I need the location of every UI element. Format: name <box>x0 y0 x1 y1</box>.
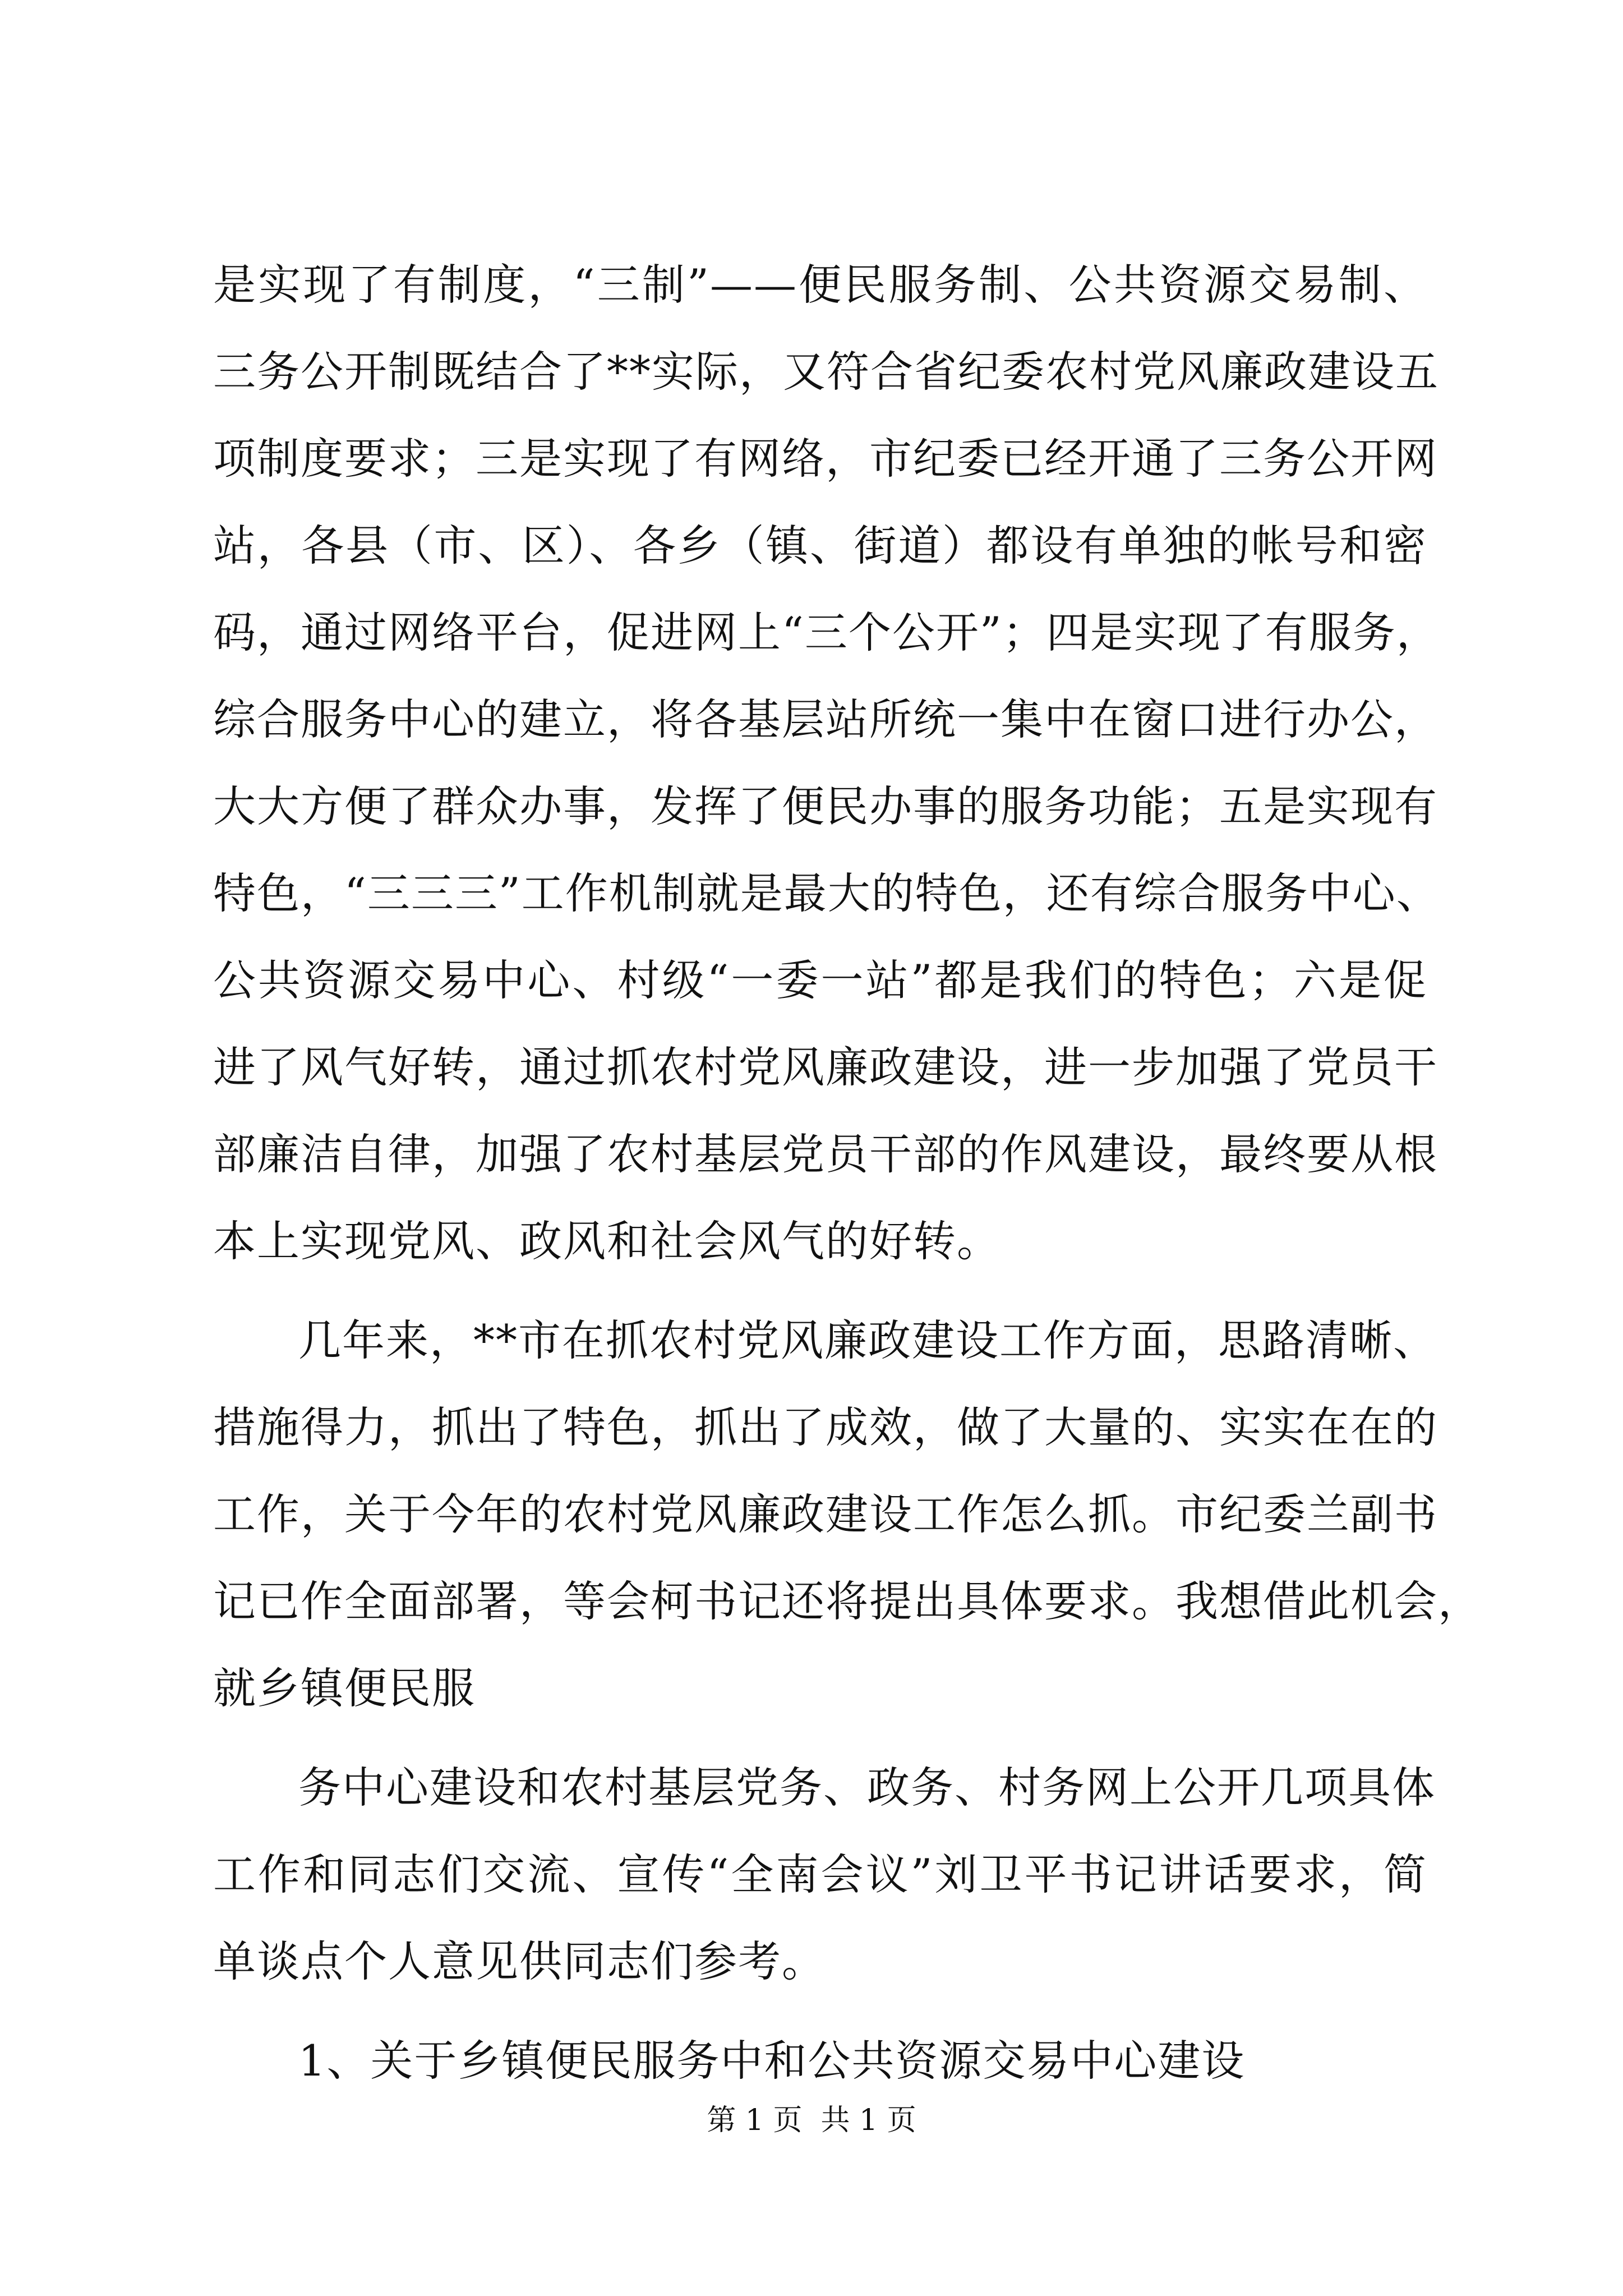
text-line: 1、关于乡镇便民服务中和公共资源交易中心建设 <box>298 2036 1246 2086</box>
text-line: 工作，关于今年的农村党风廉政建设工作怎么抓。市纪委兰副书 <box>213 1489 1438 1539</box>
text-line: 几年来，**市在抓农村党风廉政建设工作方面，思路清晰、 <box>298 1315 1437 1365</box>
text-line: 码，通过网络平台，促进网上“三个公开”；四是实现了有服务， <box>213 608 1440 657</box>
paragraph <box>213 1297 1482 1732</box>
text-line: 单谈点个人意见供同志们参考。 <box>213 1936 826 1986</box>
text-line: 措施得力，抓出了特色，抓出了成效，做了大量的、实实在在的 <box>213 1402 1438 1452</box>
paragraph <box>213 241 1440 1285</box>
text-line: 务中心建设和农村基层党务、政务、村务网上公开几项具体 <box>298 1763 1436 1812</box>
text-line: 综合服务中心的建立，将各基层站所统一集中在窗口进行办公， <box>213 694 1438 744</box>
page-number-footer: 第 1 页 共 1 页 <box>707 2104 916 2137</box>
text-line: 项制度要求；三是实现了有网络，市纪委已经开通了三务公开网 <box>213 434 1438 484</box>
body-text <box>213 241 1482 2104</box>
section-heading <box>213 2017 1427 2104</box>
text-line: 进了风气好转，通过抓农村党风廉政建设，进一步加强了党员干 <box>213 1042 1438 1092</box>
text-line: 是实现了有制度，“三制”——便民服务制、公共资源交易制、 <box>213 260 1427 310</box>
text-line: 三务公开制既结合了**实际，又符合省纪委农村党风廉政建设五 <box>213 347 1439 397</box>
text-line: 大大方便了群众办事，发挥了便民办事的服务功能；五是实现有 <box>213 781 1438 831</box>
paragraph <box>213 1744 1436 2005</box>
text-line: 工作和同志们交流、宣传“全南会议”刘卫平书记讲话要求，简 <box>213 1849 1427 1899</box>
text-line: 特色，“三三三”工作机制就是最大的特色，还有综合服务中心、 <box>213 868 1440 918</box>
text-line: 公共资源交易中心、村级“一委一站”都是我们的特色；六是促 <box>213 955 1427 1005</box>
text-line: 部廉洁自律，加强了农村基层党员干部的作风建设，最终要从根 <box>213 1129 1438 1179</box>
text-line: 就乡镇便民服 <box>213 1663 476 1713</box>
text-line: 本上实现党风、政风和社会风气的好转。 <box>213 1216 1000 1266</box>
text-line: 站，各县（市、区）、各乡（镇、街道）都设有单独的帐号和密 <box>213 521 1427 570</box>
text-line: 记已作全面部署，等会柯书记还将提出具体要求。我想借此机会， <box>213 1576 1482 1626</box>
